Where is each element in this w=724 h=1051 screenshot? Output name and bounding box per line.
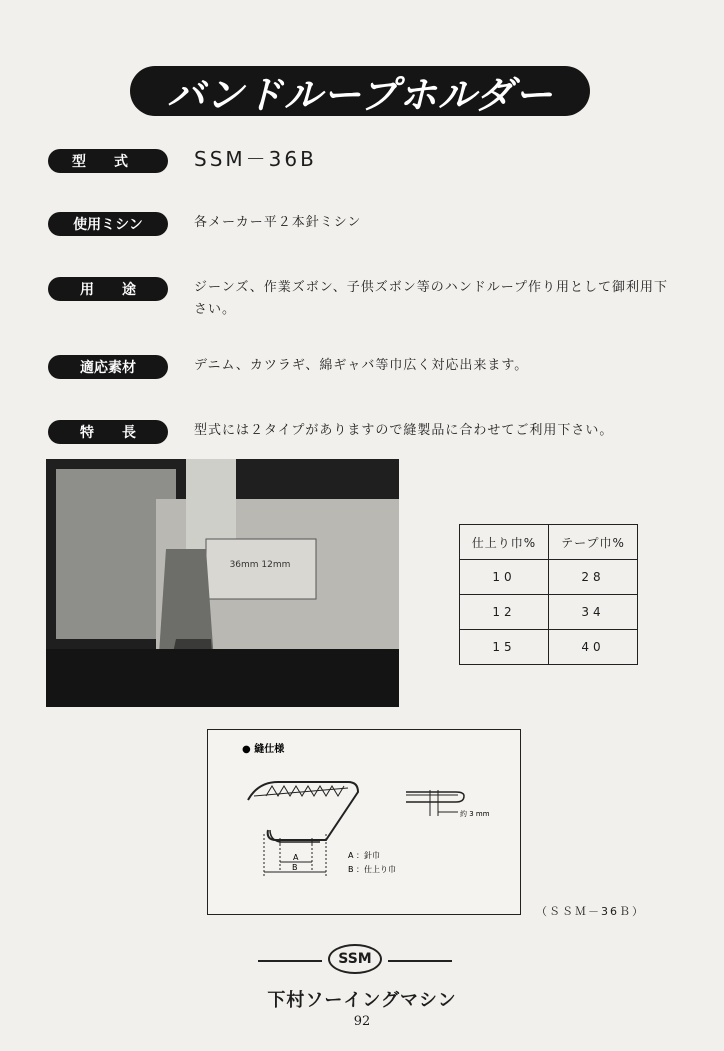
company-name: 下村ソーイングマシン xyxy=(267,990,457,1011)
feature-value: 型式には２タイプがありますので縫製品に合わせてご利用下さい。 xyxy=(194,423,614,438)
logo-rule-right xyxy=(388,960,452,962)
page-title: バンドループホルダー xyxy=(130,66,590,116)
machine-value: 各メーカー平２本針ミシン xyxy=(194,215,362,230)
feature-label: 特 長 xyxy=(48,420,168,444)
material-label: 適応素材 xyxy=(48,355,168,379)
table-row xyxy=(460,630,638,665)
dim-a-label: A xyxy=(293,853,299,862)
sewing-diagram xyxy=(207,729,521,915)
spec-cell: 40 xyxy=(549,630,638,665)
usage-row xyxy=(48,277,678,321)
machine-label: 使用ミシン xyxy=(48,212,168,236)
usage-label: 用 途 xyxy=(48,277,168,301)
spec-cell: 34 xyxy=(549,595,638,630)
legend-b: B ：仕上り巾 xyxy=(348,865,397,874)
company-logo: SSM xyxy=(328,944,382,974)
spec-cell: 15 xyxy=(460,630,549,665)
dim-3mm-label: 約 3 mm xyxy=(460,810,490,818)
table-row xyxy=(460,560,638,595)
product-photo xyxy=(46,459,399,707)
model-value: SSM－36B xyxy=(194,147,317,171)
spec-header-finish: 仕上り巾% xyxy=(460,525,549,560)
table-row xyxy=(460,595,638,630)
model-label xyxy=(48,149,168,173)
material-value: デニム、カツラギ、綿ギャバ等巾広く対応出来ます。 xyxy=(194,358,529,373)
diagram-title: ● 縫仕様 xyxy=(242,744,285,755)
spec-cell: 12 xyxy=(460,595,549,630)
spec-cell: 28 xyxy=(549,560,638,595)
spec-header-tape: テープ巾% xyxy=(549,525,638,560)
legend-a: A ：針巾 xyxy=(348,851,381,860)
material-row xyxy=(48,355,678,379)
usage-value: ジーンズ、作業ズボン、子供ズボン等のハンドループ作り用として御利用下さい。 xyxy=(194,280,669,317)
model-row xyxy=(48,149,678,173)
spec-cell: 10 xyxy=(460,560,549,595)
plate-text: 36mm 12mm xyxy=(229,560,291,570)
machine-row xyxy=(48,212,678,236)
feature-row xyxy=(48,420,678,444)
page-number: 92 xyxy=(353,1014,371,1029)
logo-rule-left xyxy=(258,960,322,962)
diagram-caption: （ＳＳＭ－36Ｂ） xyxy=(536,905,645,918)
model-label-text: 型 式 xyxy=(72,154,128,170)
spec-table xyxy=(459,524,638,665)
dim-b-label: B xyxy=(292,863,298,872)
